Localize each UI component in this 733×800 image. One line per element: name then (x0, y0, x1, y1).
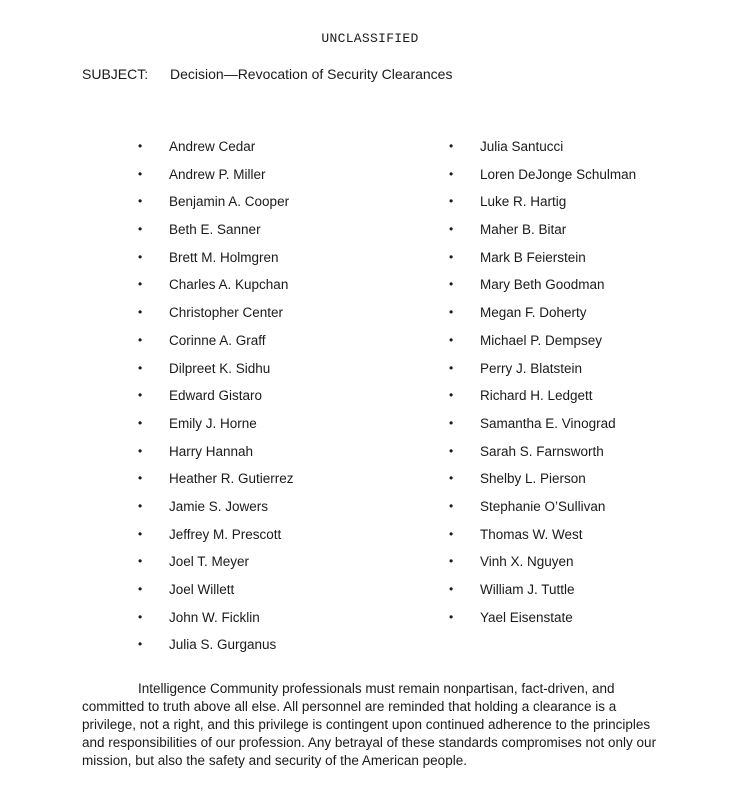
bullet-icon: • (138, 609, 143, 624)
person-name: Andrew Cedar (169, 139, 256, 154)
list-item (138, 192, 294, 220)
person-name: Charles A. Kupchan (169, 277, 289, 293)
person-name: William J. Tuttle (480, 582, 575, 597)
classification-marking: UNCLASSIFIED (321, 31, 419, 46)
person-name: Beth E. Sanner (169, 222, 261, 238)
list-item (138, 552, 294, 580)
person-name: Mary Beth Goodman (480, 277, 605, 293)
bullet-icon: • (138, 637, 143, 652)
list-item (449, 275, 636, 303)
person-name: Brett M. Holmgren (169, 249, 279, 265)
bullet-icon: • (138, 194, 143, 209)
bullet-icon: • (138, 139, 143, 153)
list-item (138, 331, 294, 359)
list-item (138, 414, 294, 442)
person-name: Joel Willett (169, 582, 235, 597)
bullet-icon: • (138, 249, 143, 264)
person-name: John W. Ficklin (169, 609, 260, 625)
list-item (138, 220, 294, 248)
bullet-icon: • (449, 305, 454, 320)
names-list-right (449, 137, 636, 635)
bullet-icon: • (449, 582, 454, 596)
list-item (138, 608, 294, 636)
person-name: Andrew P. Miller (169, 166, 266, 182)
person-name: Sarah S. Farnsworth (480, 443, 604, 459)
person-name: Dilpreet K. Sidhu (169, 360, 271, 376)
names-list-left (138, 137, 294, 663)
bullet-icon: • (449, 332, 454, 347)
bullet-icon: • (449, 471, 454, 486)
bullet-icon: • (449, 249, 454, 264)
list-item (449, 580, 636, 608)
list-item (449, 192, 636, 220)
person-name: Shelby L. Pierson (480, 471, 586, 487)
list-item (449, 552, 636, 580)
subject-text: Decision—Revocation of Security Clearances (170, 66, 453, 82)
bullet-icon: • (138, 166, 143, 181)
list-item (138, 442, 294, 470)
bullet-icon: • (449, 526, 454, 541)
person-name: Benjamin A. Cooper (169, 194, 290, 210)
list-item (138, 386, 294, 414)
list-item (449, 525, 636, 553)
person-name: Corinne A. Graff (169, 332, 266, 348)
person-name: Emily J. Horne (169, 415, 257, 431)
bullet-icon: • (449, 277, 454, 292)
person-name: Edward Gistaro (169, 388, 263, 404)
list-item (138, 497, 294, 525)
person-name: Jamie S. Jowers (169, 498, 269, 514)
bullet-icon: • (449, 443, 454, 458)
person-name: Mark B Feierstein (480, 249, 586, 265)
list-item (138, 137, 294, 165)
list-item (138, 469, 294, 497)
person-name: Luke R. Hartig (480, 194, 567, 210)
list-item (138, 525, 294, 553)
bullet-icon: • (449, 194, 454, 209)
body-paragraph: Intelligence Community professionals must remain nonpartisan, fact-driven, and committed to truth above all else. All personnel are reminded that holding a clearance is a privilege, not a right, and this privilege is contingent upon continued adherence to the principles and responsibilities of our profession. Any betrayal of these standards compromises not only our mission, but also the safety and security of the American people. (82, 681, 657, 768)
person-name: Joel T. Meyer (169, 554, 250, 570)
bullet-icon: • (138, 554, 143, 569)
list-item (449, 386, 636, 414)
person-name: Christopher Center (169, 305, 284, 321)
bullet-icon: • (138, 582, 143, 596)
person-name: Julia S. Gurganus (169, 637, 277, 653)
bullet-icon: • (138, 443, 143, 458)
bullet-icon: • (449, 609, 454, 624)
person-name: Samantha E. Vinograd (480, 415, 616, 431)
bullet-icon: • (138, 277, 143, 292)
list-item (449, 248, 636, 276)
bullet-icon: • (138, 526, 143, 541)
list-item (449, 331, 636, 359)
bullet-icon: • (138, 471, 143, 486)
list-item (138, 165, 294, 193)
bullet-icon: • (138, 498, 143, 513)
bullet-icon: • (138, 305, 143, 320)
list-item (449, 442, 636, 470)
subject-line (82, 66, 452, 82)
person-name: Thomas W. West (480, 526, 583, 542)
person-name: Loren DeJonge Schulman (480, 166, 637, 182)
bullet-icon: • (138, 388, 143, 403)
subject-label: SUBJECT: (82, 66, 149, 82)
list-item (138, 580, 294, 608)
bullet-icon: • (449, 139, 454, 153)
bullet-icon: • (449, 222, 454, 237)
list-item (138, 248, 294, 276)
list-item (449, 359, 636, 387)
person-name: Harry Hannah (169, 443, 254, 459)
list-item (449, 414, 636, 442)
bullet-icon: • (449, 388, 454, 403)
bullet-icon: • (449, 554, 454, 569)
bullet-icon: • (449, 498, 454, 513)
bullet-icon: • (449, 360, 454, 375)
person-name: Michael P. Dempsey (480, 332, 603, 348)
list-item (449, 137, 636, 165)
list-item (138, 359, 294, 387)
bullet-icon: • (449, 166, 454, 181)
bullet-icon: • (449, 415, 454, 430)
bullet-icon: • (138, 415, 143, 430)
bullet-icon: • (138, 222, 143, 237)
person-name: Heather R. Gutierrez (169, 471, 294, 487)
bullet-icon: • (138, 360, 143, 375)
list-item (138, 275, 294, 303)
list-item (449, 220, 636, 248)
person-name: Vinh X. Nguyen (480, 554, 574, 570)
bullet-icon: • (138, 332, 143, 347)
person-name: Stephanie O’Sullivan (480, 498, 606, 514)
list-item (138, 635, 294, 663)
person-name: Jeffrey M. Prescott (169, 526, 282, 542)
list-item (449, 165, 636, 193)
person-name: Richard H. Ledgett (480, 388, 593, 404)
list-item (449, 608, 636, 636)
person-name: Perry J. Blatstein (480, 360, 583, 376)
list-item (449, 497, 636, 525)
person-name: Yael Eisenstate (480, 609, 573, 625)
list-item (449, 303, 636, 331)
person-name: Julia Santucci (480, 139, 564, 154)
person-name: Megan F. Doherty (480, 305, 587, 321)
list-item (449, 469, 636, 497)
person-name: Maher B. Bitar (480, 222, 567, 238)
list-item (138, 303, 294, 331)
